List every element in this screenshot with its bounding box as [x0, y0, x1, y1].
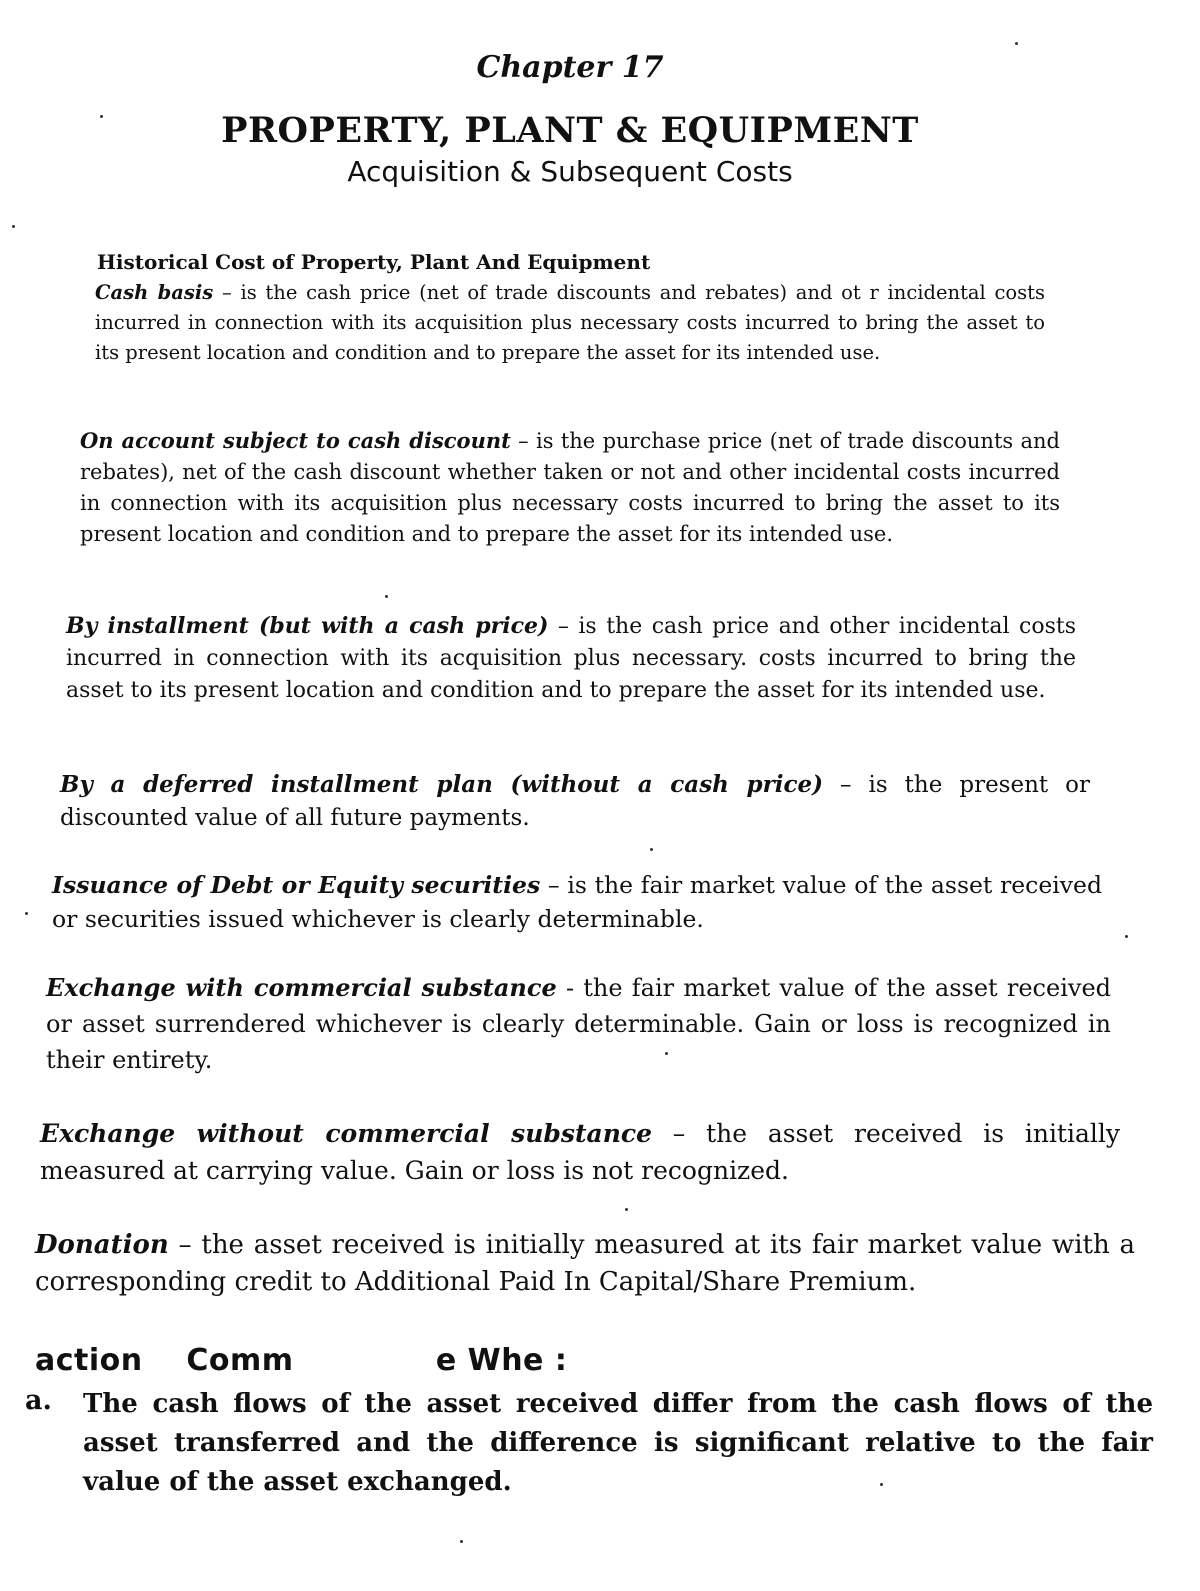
paragraph-exchange-without-substance — [40, 1115, 1120, 1189]
term-label: By installment (but with a cash price) — [66, 613, 549, 639]
term-label: Cash basis — [95, 281, 214, 304]
term-label: Donation — [35, 1230, 169, 1260]
list-marker: a. — [25, 1385, 52, 1416]
paragraph-on-account — [80, 425, 1060, 550]
scan-speck — [1015, 42, 1018, 45]
scan-speck — [625, 1208, 628, 1211]
term-label: Exchange with commercial substance — [46, 973, 557, 1002]
definition-text: – is the cash price and other incidental costs incurred in connection with its acquisition plus necessary. costs incurred to bring the asset to its present location and condition and to prepare the asset for its intended use. — [66, 614, 1076, 703]
term-label: By a deferred installment plan (without a cash price) — [60, 771, 824, 798]
page-title: PROPERTY, PLANT & EQUIPMENT — [221, 110, 919, 151]
scan-speck — [880, 1483, 883, 1486]
scan-speck — [25, 912, 28, 915]
scan-speck — [665, 1052, 668, 1055]
section-heading: Historical Cost of Property, Plant And Equipment — [97, 250, 651, 274]
paragraph-deferred-installment — [60, 768, 1090, 835]
partial-heading: action Comm e Whe : — [35, 1343, 568, 1378]
scan-speck — [12, 225, 15, 228]
definition-text: - the fair market value of the asset received or asset surrendered whichever is clearly determinable. Gain or loss is recognized in their entirety. — [46, 974, 1112, 1074]
scan-speck — [100, 115, 103, 118]
scan-speck — [650, 848, 653, 851]
list-item-text: The cash flows of the asset received differ from the cash flows of the asset transferred and the difference is significant relative to the fair value of the asset exchanged. — [83, 1389, 1153, 1497]
definition-text: – is the cash price (net of trade discounts and rebates) and ot r incidental costs incurred in connection with its acquisition plus necessary costs incurred to bring the asset to its present location and condition and to prepare the asset for its intended use. — [95, 281, 1046, 364]
paragraph-cash-basis — [95, 278, 1045, 368]
term-label: On account subject to cash discount — [80, 428, 511, 453]
scan-speck — [460, 1540, 463, 1543]
definition-text: – is the fair market value of the asset received or securities issued whichever is clearly determinable. — [52, 871, 1102, 933]
term-label: Issuance of Debt or Equity securities — [52, 871, 541, 899]
paragraph-donation — [35, 1227, 1135, 1301]
term-label: Exchange without commercial substance — [40, 1119, 653, 1148]
paragraph-issuance-securities — [52, 868, 1102, 936]
scan-speck — [385, 595, 388, 598]
page-subtitle: Acquisition & Subsequent Costs — [347, 155, 793, 188]
chapter-label: Chapter 17 — [476, 50, 664, 85]
paragraph-exchange-with-substance — [46, 970, 1111, 1078]
definition-text: – is the present or discounted value of all future payments. — [60, 772, 1090, 831]
definition-text: – the asset received is initially measured at carrying value. Gain or loss is not recognized. — [40, 1119, 1120, 1185]
definition-text: – the asset received is initially measured at its fair market value with a corresponding credit to Additional Paid In Capital/Share Premium. — [35, 1230, 1135, 1297]
scan-speck — [1125, 935, 1128, 938]
paragraph-by-installment — [66, 610, 1076, 707]
definition-text: – is the purchase price (net of trade discounts and rebates), net of the cash discount whether taken or not and other incidental costs incurred in connection with its acquisition plus necessary costs incurred to bring the asset to its present location and condition and to prepare the asset for its intended use. — [80, 429, 1060, 546]
